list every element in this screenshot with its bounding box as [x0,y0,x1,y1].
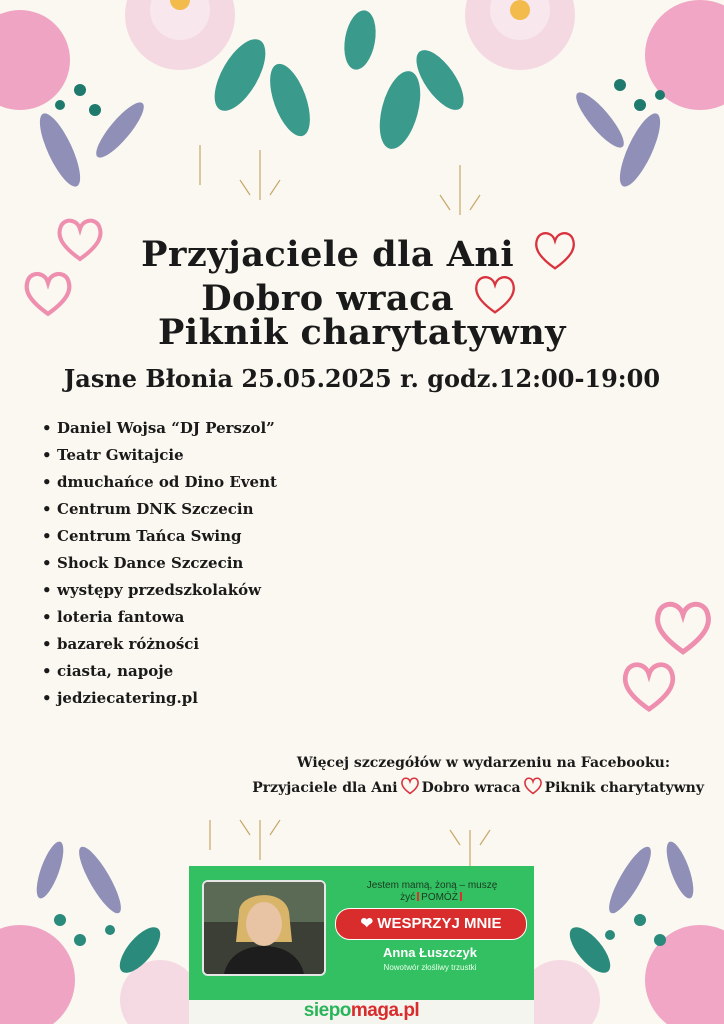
fundraiser-card[interactable] [189,866,534,1024]
list-item: • występy przedszkolaków [42,578,277,605]
list-item: • jedziecatering.pl [42,686,277,713]
tagline-pomoz: POMÓŻ [421,892,458,903]
tagline-line-1: Jestem mamą, żoną – muszę [366,880,498,891]
title-line-3: Piknik charytatywny [157,312,567,353]
heart-hand-icon: ❤ [360,915,374,932]
avatar [202,880,326,976]
heart-icon [400,776,420,795]
red-bar-icon [417,892,419,901]
list-item: • Daniel Wojsa “DJ Perszol” [42,416,277,443]
title-text-1: Przyjaciele dla Ani [141,234,515,275]
logo-part-1: siepo [303,1000,351,1021]
siepomaga-logo-bar[interactable] [189,1000,534,1024]
heart-icon [529,228,581,272]
title-line-1 [0,228,724,275]
list-item: • Shock Dance Szczecin [42,551,277,578]
facebook-info: Więcej szczegółów w wydarzeniu na Facebooku: [296,755,670,771]
heart-icon [652,596,714,658]
list-item: • Centrum Tańca Swing [42,524,277,551]
facebook-part-2: Dobro wraca [421,780,521,796]
attractions-list [42,416,277,713]
logo-part-2: maga.pl [350,1000,420,1021]
tagline-line-2 [337,892,527,904]
list-item: • bazarek różności [42,632,277,659]
heart-icon [620,655,678,717]
siepomaga-logo [304,1000,419,1021]
event-datetime: Jasne Błonia 25.05.2025 r. godz.12:00-19:00 [63,364,661,393]
support-button[interactable] [335,908,527,940]
floral-decoration-top [0,0,724,230]
facebook-event-name [252,776,704,796]
title-text-2: Dobro wraca [201,278,455,319]
list-item: • Teatr Gwitajcie [42,443,277,470]
list-item: • loteria fantowa [42,605,277,632]
facebook-part-1: Przyjaciele dla Ani [252,780,398,796]
beneficiary-name: Anna Łuszczyk [383,945,477,960]
tagline-word: żyć [400,892,416,903]
support-button-label: WESPRZYJ MNIE [377,915,502,932]
heart-icon [523,776,543,795]
person-photo-icon [204,882,324,974]
heart-icon [469,272,521,316]
red-bar-icon [460,892,462,901]
list-item: • ciasta, napoje [42,659,277,686]
list-item: • dmuchańce od Dino Event [42,470,277,497]
facebook-part-3: Piknik charytatywny [544,780,704,796]
list-item: • Centrum DNK Szczecin [42,497,277,524]
fundraiser-tagline [337,880,527,904]
beneficiary-diagnosis: Nowotwór złośliwy trzustki [383,963,477,972]
fundraiser-card-body [189,866,534,1000]
